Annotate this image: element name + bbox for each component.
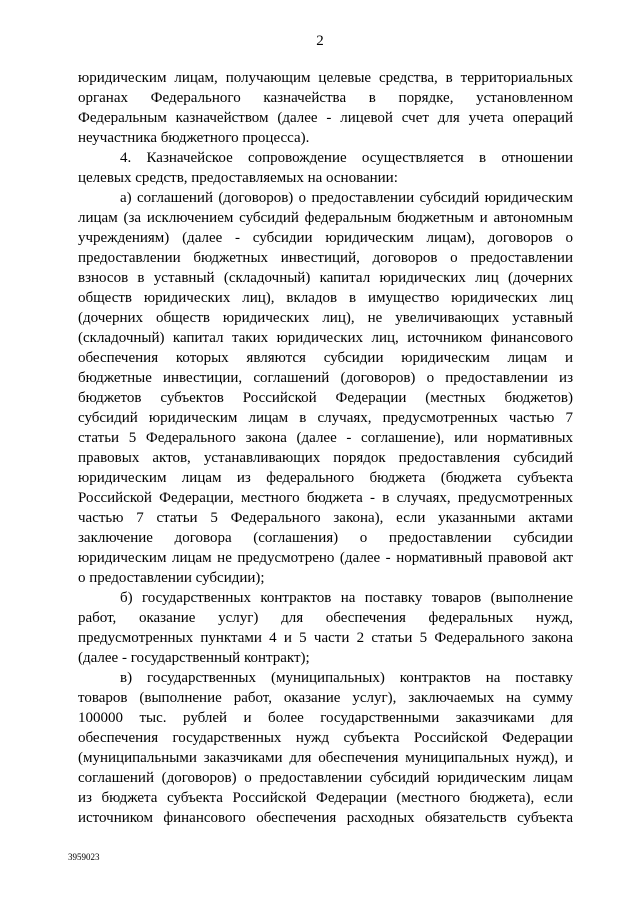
page-number: 2 bbox=[316, 33, 324, 49]
text-line: соглашений (договоров) о предоставлении субсидий юридическим лицам bbox=[78, 770, 573, 786]
text-line: неучастника бюджетного процесса). bbox=[78, 130, 310, 146]
text-line: субсидий юридическим лицам в случаях, предусмотренных частью 7 bbox=[78, 410, 573, 426]
text-line: обществ юридических лиц), вкладов в имущество юридических лиц bbox=[78, 290, 573, 306]
text-line: в) государственных (муниципальных) контрактов на поставку bbox=[120, 670, 573, 686]
text-line: обеспечения которых являются субсидии юридическим лицам и bbox=[78, 350, 573, 366]
text-line: Федеральным казначейством (далее - лицевой счет для учета операций bbox=[78, 110, 573, 126]
text-line: лицам (за исключением субсидий федеральным бюджетным и автономным bbox=[78, 210, 573, 226]
text-line: (складочный) капитал таких юридических лиц, источником финансового bbox=[78, 330, 573, 346]
text-line: (муниципальными заказчиками для обеспечения муниципальных нужд), и bbox=[78, 750, 573, 766]
text-line: работ, оказание услуг) для обеспечения федеральных нужд, bbox=[78, 610, 573, 626]
text-line: 4. Казначейское сопровождение осуществляется в отношении bbox=[120, 150, 573, 166]
text-line: статьи 5 Федерального закона (далее - соглашение), или нормативных bbox=[78, 430, 573, 446]
text-line: органах Федерального казначейства в порядке, установленном bbox=[78, 90, 573, 106]
text-line: бюджетные инвестиции, соглашений (договоров) о предоставлении из bbox=[78, 370, 573, 386]
text-line: а) соглашений (договоров) о предоставлении субсидий юридическим bbox=[120, 190, 573, 206]
text-line: о предоставлении субсидии); bbox=[78, 570, 265, 586]
text-line: из бюджета субъекта Российской Федерации (местного бюджета), если bbox=[78, 790, 573, 806]
document-body bbox=[78, 68, 573, 828]
text-line: частью 7 статьи 5 Федерального закона), если указанными актами bbox=[78, 510, 573, 526]
text-line: юридическим лицам из федерального бюджета (бюджета субъекта bbox=[78, 470, 573, 486]
text-line: бюджетов субъектов Российской Федерации (местных бюджетов) bbox=[78, 390, 573, 406]
text-line: целевых средств, предоставляемых на основании: bbox=[78, 170, 398, 186]
text-line: предусмотренных пунктами 4 и 5 части 2 статьи 5 Федерального закона bbox=[78, 630, 573, 646]
text-line: (дочерних обществ юридических лиц), не увеличивающих уставный bbox=[78, 310, 573, 326]
text-line: заключение договора (соглашения) о предоставлении субсидии bbox=[78, 530, 573, 546]
text-line: юридическим лицам не предусмотрено (далее - нормативный правовой акт bbox=[78, 550, 573, 566]
text-line: товаров (выполнение работ, оказание услуг), заключаемых на сумму bbox=[78, 690, 573, 706]
text-line: учреждениям) (далее - субсидии юридическим лицам), договоров о bbox=[78, 230, 573, 246]
text-line: 100000 тыс. рублей и более государственными заказчиками для bbox=[78, 710, 573, 726]
text-line: правовых актов, устанавливающих порядок предоставления субсидий bbox=[78, 450, 573, 466]
document-code: 3959023 bbox=[68, 852, 100, 862]
text-line: взносов в уставный (складочный) капитал юридических лиц (дочерних bbox=[78, 270, 573, 286]
text-line: предоставлении бюджетных инвестиций, договоров о предоставлении bbox=[78, 250, 573, 266]
text-line: Российской Федерации, местного бюджета - в случаях, предусмотренных bbox=[78, 490, 573, 506]
text-line: источником финансового обеспечения расходных обязательств субъекта bbox=[78, 810, 573, 826]
text-line: обеспечения государственных нужд субъекта Российской Федерации bbox=[78, 730, 573, 746]
text-line: (далее - государственный контракт); bbox=[78, 650, 310, 666]
text-line: юридическим лицам, получающим целевые средства, в территориальных bbox=[78, 70, 573, 86]
text-line: б) государственных контрактов на поставку товаров (выполнение bbox=[120, 590, 573, 606]
